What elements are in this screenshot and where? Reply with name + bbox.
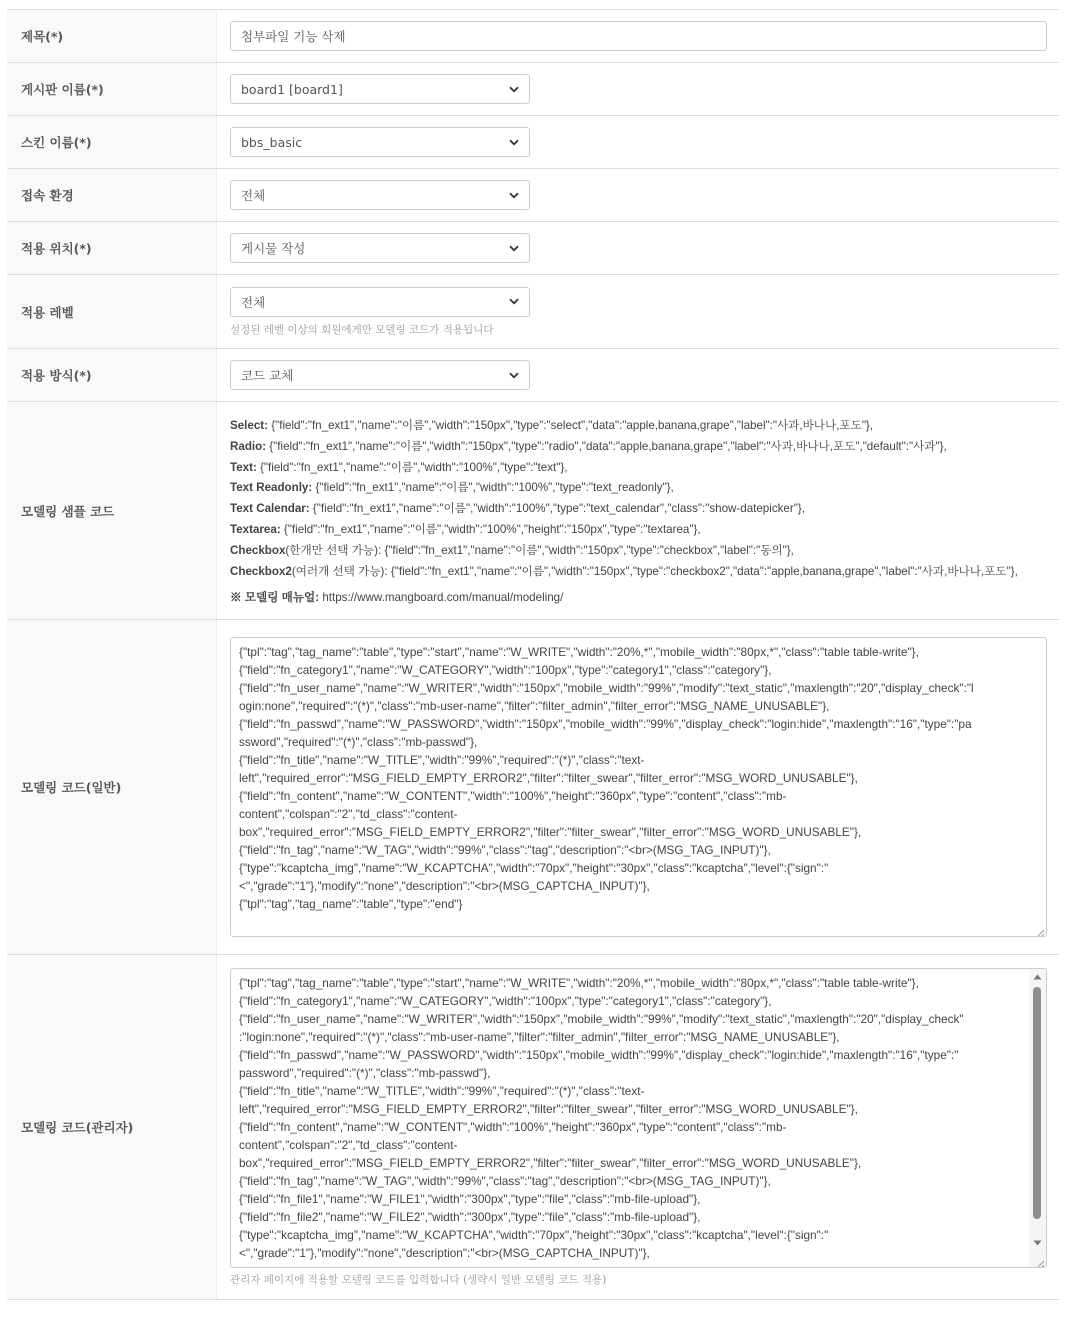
code-line: {"field":"fn_title","name":"W_TITLE","width":"99%","required":"(*)","class":"text-	[239, 753, 645, 768]
code-line: box","required_error":"MSG_FIELD_EMPTY_ERROR2","filter":"filter_swear","filter_error":"MSG_WORD_UNUSABLE"},	[239, 1155, 862, 1170]
code-line: content","colspan":"2","td_class":"content-	[239, 1137, 458, 1152]
code-general-textarea[interactable]	[230, 637, 1047, 937]
code-line: {"field":"fn_user_name","name":"W_WRITER","width":"150px","mobile_width":"99%","modify":"text_static","maxlength":"20","display_check":"l	[239, 681, 974, 696]
skin-name-label: 스킨 이름(*)	[7, 116, 217, 169]
code-line: left","required_error":"MSG_FIELD_EMPTY_ERROR2","filter":"filter_swear","filter_error":"MSG_WORD_UNUSABLE"},	[239, 1101, 858, 1116]
code-line: {"type":"kcaptcha_img","name":"W_KCAPTCHA","width":"70px","height":"30px","class":"kcaptcha","level":{"sign":"	[239, 861, 829, 876]
sample-line-textarea: Textarea: {"field":"fn_ext1","name":"이름","width":"100%","height":"150px","type":"textarea"},	[230, 522, 701, 536]
skin-name-select[interactable]	[230, 127, 530, 157]
code-admin-textarea[interactable]	[230, 968, 1047, 1268]
code-line: {"tpl":"tag","tag_name":"table","type":"end"}	[239, 897, 463, 912]
code-line: {"field":"fn_tag","name":"W_TAG","width":"99%","class":"tag","description":"<br>(MSG_TAG_INPUT)"},	[239, 1173, 771, 1188]
apply-position-label: 적용 위치(*)	[7, 222, 217, 275]
manual-label: ※ 모델링 매뉴얼:	[230, 591, 320, 605]
code-line: {"field":"fn_title","name":"W_TITLE","width":"99%","required":"(*)","class":"text-	[239, 1083, 645, 1098]
apply-method-selected: 코드 교체	[241, 368, 294, 383]
row-apply-level	[7, 275, 1059, 349]
sample-line-checkbox2: Checkbox2(여러개 선택 가능): {"field":"fn_ext1","name":"이름","width":"150px","type":"checkbox2","data":"apple,banana,grape","label":"사과,바나나,포도"},	[230, 564, 1018, 578]
access-env-label: 접속 환경	[7, 169, 217, 222]
triangle-up-icon[interactable]	[1029, 969, 1046, 985]
chevron-down-icon	[509, 137, 519, 147]
sample-code-label: 모델링 샘플 코드	[7, 402, 217, 620]
sample-line-text-calendar: Text Calendar: {"field":"fn_ext1","name":"이름","width":"100%","type":"text_calendar","class":"show-datepicker"},	[230, 502, 805, 516]
sample-line-checkbox: Checkbox(한개만 선택 가능): {"field":"fn_ext1","name":"이름","width":"150px","type":"checkbox","label":"동의"},	[230, 543, 794, 557]
code-line: {"field":"fn_user_name","name":"W_WRITER","width":"150px","mobile_width":"99%","modify":"text_static","maxlength":"20","display_check"	[239, 1011, 964, 1026]
code-admin-label: 모델링 코드(관리자)	[7, 955, 217, 1300]
code-line: {"field":"fn_passwd","name":"W_PASSWORD","width":"150px","mobile_width":"99%","display_check":"login:hide","maxlength":"16","type":"	[239, 1047, 959, 1062]
sample-line-text-readonly: Text Readonly: {"field":"fn_ext1","name":"이름","width":"100%","type":"text_readonly"},	[230, 481, 674, 495]
board-name-label: 게시판 이름(*)	[7, 63, 217, 116]
code-admin-hint: 관리자 페이지에 적용할 모델링 코드를 입력합니다 (생략시 일반 모델링 코드 적용)	[230, 1273, 607, 1286]
code-line: {"field":"fn_content","name":"W_CONTENT","width":"100%","height":"360px","type":"content","class":"mb-	[239, 1119, 787, 1134]
board-name-selected: board1 [board1]	[241, 81, 343, 97]
chevron-down-icon	[509, 243, 519, 253]
scrollbar-thumb[interactable]	[1033, 987, 1041, 1219]
sample-code-block	[230, 402, 1047, 619]
code-line: {"field":"fn_content","name":"W_CONTENT","width":"100%","height":"360px","type":"content","class":"mb-	[239, 789, 787, 804]
code-line: {"field":"fn_tag","name":"W_TAG","width":"99%","class":"tag","description":"<br>(MSG_TAG_INPUT)"},	[239, 843, 771, 858]
manual-link[interactable]: https://www.mangboard.com/manual/modeling/	[319, 591, 564, 605]
title-input[interactable]: 첨부파일 기능 삭제	[230, 21, 1047, 51]
apply-position-selected: 게시물 작성	[241, 241, 306, 256]
code-line: {"field":"fn_file1","name":"W_FILE1","width":"300px","type":"file","class":"mb-file-upload"},	[239, 1191, 701, 1206]
row-board-name	[7, 63, 1059, 116]
chevron-down-icon	[509, 190, 519, 200]
code-line: <","grade":"1"},"modify":"none","description":"<br>(MSG_CAPTCHA_INPUT)"},	[239, 1245, 650, 1260]
row-access-env	[7, 169, 1059, 222]
code-line: {"type":"kcaptcha_img","name":"W_KCAPTCHA","width":"70px","height":"30px","class":"kcaptcha","level":{"sign":"	[239, 1227, 829, 1242]
code-line: {"field":"fn_file2","name":"W_FILE2","width":"300px","type":"file","class":"mb-file-upload"},	[239, 1209, 701, 1224]
row-apply-position	[7, 222, 1059, 275]
chevron-down-icon	[509, 297, 519, 307]
apply-level-label: 적용 레벨	[7, 275, 217, 349]
code-line: {"field":"fn_category1","name":"W_CATEGORY","width":"100px","type":"category1","class":"category"},	[239, 663, 772, 678]
apply-level-hint: 설정된 레벨 이상의 회원에게만 모델링 코드가 적용됩니다	[230, 323, 494, 336]
row-code-admin	[7, 955, 1059, 1300]
row-apply-method	[7, 349, 1059, 402]
access-env-selected: 전체	[241, 188, 266, 203]
code-line: left","required_error":"MSG_FIELD_EMPTY_ERROR2","filter":"filter_swear","filter_error":"MSG_WORD_UNUSABLE"},	[239, 771, 858, 786]
code-line: {"tpl":"tag","tag_name":"table","type":"start","name":"W_WRITE","width":"20%,*","mobile_width":"80px,*","class":"table table-write"},	[239, 975, 919, 990]
access-env-select[interactable]	[230, 180, 530, 210]
textarea-scrollbar[interactable]	[1029, 969, 1046, 1267]
resize-grip-icon[interactable]	[1035, 925, 1045, 935]
resize-grip-icon[interactable]	[1035, 1256, 1045, 1266]
sample-line-select: Select: {"field":"fn_ext1","name":"이름","width":"150px","type":"select","data":"apple,banana,grape","label":"사과,바나나,포도"},	[230, 419, 874, 432]
sample-line-radio: Radio: {"field":"fn_ext1","name":"이름","width":"150px","type":"radio","data":"apple,banana,grape","label":"사과,바나나,포도","default":"사과"},	[230, 439, 947, 453]
apply-position-select[interactable]	[230, 233, 530, 263]
apply-level-selected: 전체	[241, 294, 266, 310]
apply-level-select[interactable]	[230, 287, 530, 317]
modeling-manual	[230, 588, 1047, 609]
code-line: {"field":"fn_category1","name":"W_CATEGORY","width":"100px","type":"category1","class":"category"},	[239, 993, 772, 1008]
code-line: box","required_error":"MSG_FIELD_EMPTY_ERROR2","filter":"filter_swear","filter_error":"MSG_WORD_UNUSABLE"},	[239, 825, 862, 840]
code-line: ogin:none","required":"(*)","class":"mb-user-name","filter":"filter_admin","filter_error":"MSG_NAME_UNUSABLE"},	[239, 699, 830, 714]
triangle-down-icon[interactable]	[1029, 1235, 1046, 1251]
title-label: 제목(*)	[7, 10, 217, 63]
code-line: ssword","required":"(*)","class":"mb-passwd"},	[239, 735, 478, 750]
code-line: content","colspan":"2","td_class":"content-	[239, 807, 458, 822]
chevron-down-icon	[509, 84, 519, 94]
chevron-down-icon	[509, 370, 519, 380]
code-line: {"field":"fn_passwd","name":"W_PASSWORD","width":"150px","mobile_width":"99%","display_check":"login:hide","maxlength":"16","type":"pa	[239, 717, 972, 732]
code-general-label: 모델링 코드(일반)	[7, 620, 217, 955]
code-line: <","grade":"1"},"modify":"none","description":"<br>(MSG_CAPTCHA_INPUT)"},	[239, 879, 650, 894]
sample-line-text: Text: {"field":"fn_ext1","name":"이름","width":"100%","type":"text"},	[230, 460, 568, 474]
apply-method-label: 적용 방식(*)	[7, 349, 217, 402]
modeling-form-table	[7, 9, 1059, 1300]
row-skin-name	[7, 116, 1059, 169]
code-line: {"tpl":"tag","tag_name":"table","type":"start","name":"W_WRITE","width":"20%,*","mobile_width":"80px,*","class":"table table-write"},	[239, 645, 919, 660]
code-line: password","required":"(*)","class":"mb-passwd"},	[239, 1065, 491, 1080]
skin-name-selected: bbs_basic	[241, 134, 303, 150]
row-sample-code	[7, 402, 1059, 620]
code-line: :"login:none","required":"(*)","class":"mb-user-name","filter":"filter_admin","filter_error":"MSG_NAME_UNUSABLE"},	[239, 1029, 840, 1044]
apply-method-select[interactable]	[230, 360, 530, 390]
row-code-general	[7, 620, 1059, 955]
board-name-select[interactable]	[230, 74, 530, 104]
row-title	[7, 10, 1059, 63]
